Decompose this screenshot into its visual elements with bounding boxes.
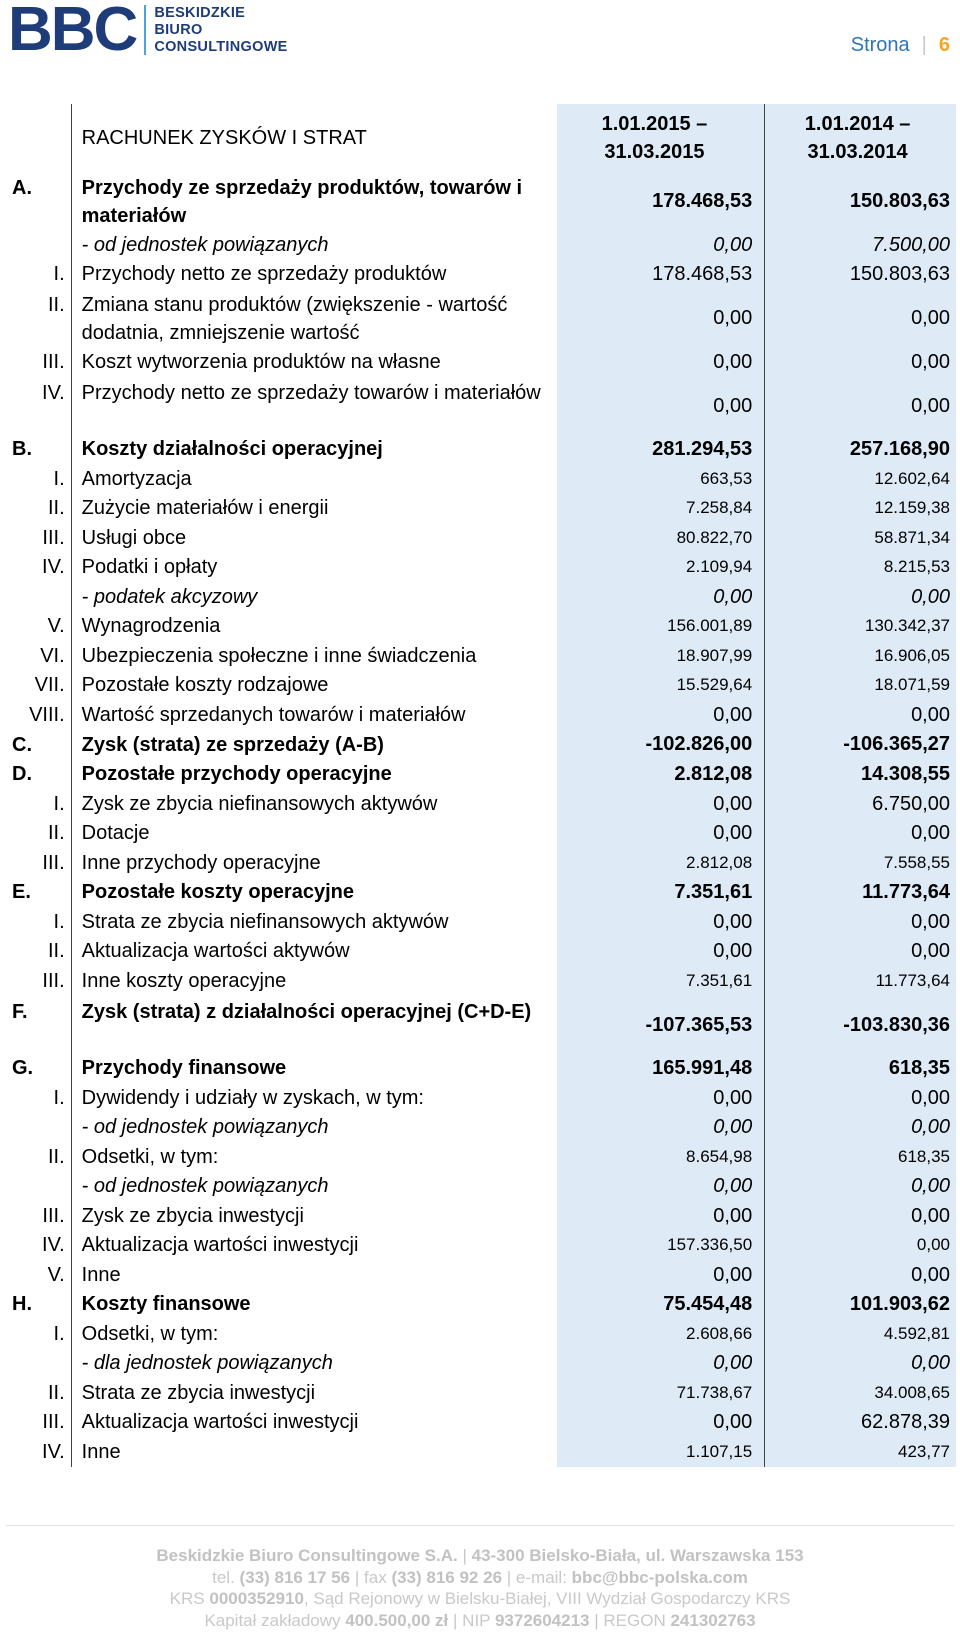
row-value-previous: 618,35 — [765, 1142, 956, 1172]
row-code: I. — [6, 260, 71, 290]
table-row — [6, 1319, 956, 1349]
row-code: IV. — [6, 553, 71, 583]
footer-line-2 — [0, 1567, 960, 1589]
row-value-current: 0,00 — [557, 377, 765, 435]
row-label: Koszty finansowe — [81, 1293, 251, 1316]
row-value-current: 0,00 — [557, 1260, 765, 1290]
row-label: Pozostałe koszty operacyjne — [81, 881, 354, 904]
row-value-current: 0,00 — [557, 819, 765, 849]
footer-sep: | — [506, 1567, 512, 1587]
statement-title: RACHUNEK ZYSKÓW I STRAT — [81, 127, 367, 149]
row-value-previous: 0,00 — [765, 937, 956, 967]
row-value-current: 15.529,64 — [557, 671, 765, 701]
row-value-current: 0,00 — [557, 289, 765, 347]
row-value-previous: 0,00 — [765, 1201, 956, 1231]
row-label: Strata ze zbycia niefinansowych aktywów — [81, 910, 449, 933]
row-label: Zysk (strata) z działalności operacyjnej (C+D-E) — [81, 1000, 532, 1023]
row-label: Pozostałe przychody operacyjne — [81, 763, 392, 786]
footer-regon: 241302763 — [670, 1610, 756, 1630]
row-label: Inne — [81, 1263, 121, 1286]
row-code: B. — [6, 435, 71, 465]
row-value-previous: 14.308,55 — [765, 760, 956, 790]
footer-fax-label: fax — [364, 1567, 387, 1587]
logo-sub-line-3: CONSULTINGOWE — [154, 38, 288, 55]
row-label: - od jednostek powiązanych — [81, 233, 329, 256]
row-label: Podatki i opłaty — [81, 556, 218, 579]
row-label: Zysk ze zbycia inwestycji — [81, 1204, 304, 1227]
row-value-previous: 12.159,38 — [765, 494, 956, 524]
company-logo — [8, 0, 288, 64]
row-value-current: 18.907,99 — [557, 641, 765, 671]
row-value-current: 0,00 — [557, 700, 765, 730]
row-value-previous: 11.773,64 — [765, 966, 956, 996]
table-row — [6, 377, 956, 435]
row-value-previous: 0,00 — [765, 1083, 956, 1113]
row-value-current: 178.468,53 — [557, 260, 765, 290]
row-label: - dla jednostek powiązanych — [81, 1352, 333, 1375]
table-row — [6, 1113, 956, 1143]
row-code: VIII. — [6, 700, 71, 730]
table-row — [6, 1083, 956, 1113]
row-value-previous: 0,00 — [765, 289, 956, 347]
row-value-current: 178.468,53 — [557, 172, 765, 230]
row-value-current: 165.991,48 — [557, 1054, 765, 1084]
period-previous-header — [765, 104, 956, 172]
row-value-previous: -103.830,36 — [765, 996, 956, 1054]
row-label: Pozostałe koszty rodzajowe — [81, 674, 329, 697]
row-code — [6, 582, 71, 612]
table-row — [6, 907, 956, 937]
row-label: Przychody ze sprzedaży produktów, towarów i materiałów — [81, 177, 523, 227]
table-row — [6, 523, 956, 553]
table-row — [6, 848, 956, 878]
row-label: Koszt wytworzenia produktów na własne — [81, 350, 441, 373]
table-row — [6, 937, 956, 967]
row-code: C. — [6, 730, 71, 760]
footer-sep: | — [354, 1567, 360, 1587]
row-code: VI. — [6, 641, 71, 671]
row-value-current: 0,00 — [557, 347, 765, 377]
row-value-previous: 12.602,64 — [765, 464, 956, 494]
table-row — [6, 172, 956, 230]
footer-line-4 — [0, 1610, 960, 1632]
footer-nip-label: NIP — [462, 1610, 491, 1630]
row-label: Odsetki, w tym: — [81, 1322, 219, 1345]
row-value-current: 2.812,08 — [557, 760, 765, 790]
row-value-previous: 150.803,63 — [765, 260, 956, 290]
period-previous-line-2: 31.03.2014 — [807, 141, 908, 163]
period-current-header — [557, 104, 765, 172]
row-code: III. — [6, 1408, 71, 1438]
row-value-current: 7.258,84 — [557, 494, 765, 524]
logo-sub-line-1: BESKIDZKIE — [154, 4, 246, 21]
table-row — [6, 700, 956, 730]
table-row — [6, 1290, 956, 1320]
row-value-current: 0,00 — [557, 1083, 765, 1113]
footer-sep: | — [453, 1610, 458, 1630]
table-row — [6, 1437, 956, 1467]
row-value-previous: 62.878,39 — [765, 1408, 956, 1438]
row-value-current: 0,00 — [557, 937, 765, 967]
table-row — [6, 1172, 956, 1202]
row-code: II. — [6, 1142, 71, 1172]
row-value-previous: 0,00 — [765, 1231, 956, 1261]
row-value-current: 8.654,98 — [557, 1142, 765, 1172]
row-value-current: 0,00 — [557, 1172, 765, 1202]
page-footer — [0, 1545, 960, 1631]
row-code: III. — [6, 347, 71, 377]
row-value-previous: 0,00 — [765, 700, 956, 730]
row-value-previous: 6.750,00 — [765, 789, 956, 819]
table-row — [6, 553, 956, 583]
footer-line-3 — [0, 1588, 960, 1610]
row-value-current: 2.608,66 — [557, 1319, 765, 1349]
table-row — [6, 1231, 956, 1261]
row-value-previous: 0,00 — [765, 347, 956, 377]
row-code: VII. — [6, 671, 71, 701]
row-code: I. — [6, 907, 71, 937]
row-label: Ubezpieczenia społeczne i inne świadczenia — [81, 644, 477, 667]
row-value-current: -102.826,00 — [557, 730, 765, 760]
table-row — [6, 1378, 956, 1408]
row-value-current: 0,00 — [557, 1113, 765, 1143]
row-label: Zmiana stanu produktów (zwiększenie - wartość dodatnia, zmniejszenie wartość — [81, 294, 508, 344]
row-label: Amortyzacja — [81, 467, 192, 490]
row-label: Dywidendy i udziały w zyskach, w tym: — [81, 1086, 424, 1109]
row-value-previous: 0,00 — [765, 1260, 956, 1290]
logo-divider — [144, 5, 146, 55]
row-value-current: 71.738,67 — [557, 1378, 765, 1408]
table-header-row — [6, 104, 956, 172]
row-value-current: 2.109,94 — [557, 553, 765, 583]
row-code: III. — [6, 523, 71, 553]
footer-company: Beskidzkie Biuro Consultingowe S.A. — [156, 1546, 458, 1565]
row-label: Strata ze zbycia inwestycji — [81, 1381, 316, 1404]
row-value-previous: 0,00 — [765, 377, 956, 435]
page-number: 6 — [938, 34, 950, 56]
footer-capital: 400.500,00 zł — [345, 1610, 449, 1630]
row-code: V. — [6, 1260, 71, 1290]
income-statement-table — [6, 104, 956, 1467]
row-label: Aktualizacja wartości aktywów — [81, 940, 350, 963]
header-code-cell — [6, 104, 71, 172]
table-row — [6, 435, 956, 465]
row-value-current: 0,00 — [557, 582, 765, 612]
row-code: III. — [6, 966, 71, 996]
footer-divider — [6, 1525, 954, 1526]
period-current-line-2: 31.03.2015 — [604, 141, 705, 163]
row-code: I. — [6, 1083, 71, 1113]
row-code: II. — [6, 289, 71, 347]
row-label: Usługi obce — [81, 526, 187, 549]
row-value-current: 663,53 — [557, 464, 765, 494]
row-value-previous: -106.365,27 — [765, 730, 956, 760]
table-row — [6, 878, 956, 908]
row-value-current: 2.812,08 — [557, 848, 765, 878]
row-value-previous: 4.592,81 — [765, 1319, 956, 1349]
row-value-previous: 423,77 — [765, 1437, 956, 1467]
row-value-previous: 34.008,65 — [765, 1378, 956, 1408]
row-label: Dotacje — [81, 822, 150, 845]
row-value-previous: 58.871,34 — [765, 523, 956, 553]
row-value-previous: 257.168,90 — [765, 435, 956, 465]
period-current-line-1: 1.01.2015 – — [601, 113, 708, 135]
row-value-current: 7.351,61 — [557, 966, 765, 996]
row-label: Zysk ze zbycia niefinansowych aktywów — [81, 792, 438, 815]
logo-subtitle — [154, 5, 287, 56]
row-code: I. — [6, 789, 71, 819]
row-code: E. — [6, 878, 71, 908]
table-row — [6, 582, 956, 612]
footer-capital-label: Kapitał zakładowy — [204, 1610, 341, 1630]
row-label: Aktualizacja wartości inwestycji — [81, 1234, 359, 1257]
row-label: Wynagrodzenia — [81, 615, 221, 638]
row-value-current: -107.365,53 — [557, 996, 765, 1054]
income-statement-body — [6, 104, 956, 1467]
footer-court: , Sąd Rejonowy w Bielsku-Białej, VIII Wydział Gospodarczy KRS — [303, 1589, 791, 1608]
row-code: A. — [6, 172, 71, 230]
table-row — [6, 494, 956, 524]
row-code: I. — [6, 1319, 71, 1349]
row-code: II. — [6, 937, 71, 967]
row-code: IV. — [6, 377, 71, 435]
row-code: H. — [6, 1290, 71, 1320]
row-value-previous: 0,00 — [765, 1349, 956, 1379]
row-label: Przychody netto ze sprzedaży produktów — [81, 263, 447, 286]
footer-sep: | — [594, 1610, 599, 1630]
row-value-current: 75.454,48 — [557, 1290, 765, 1320]
logo-sub-line-2: BIURO — [154, 21, 203, 38]
row-value-current: 0,00 — [557, 230, 765, 260]
table-row — [6, 1349, 956, 1379]
row-code: IV. — [6, 1231, 71, 1261]
table-row — [6, 347, 956, 377]
footer-fax: (33) 816 92 26 — [391, 1567, 503, 1587]
row-value-previous: 101.903,62 — [765, 1290, 956, 1320]
logo-mark: BBC — [8, 0, 137, 64]
page-label: Strona — [850, 34, 910, 56]
page-separator: | — [921, 34, 927, 56]
row-label: Inne — [81, 1440, 121, 1463]
row-value-previous: 11.773,64 — [765, 878, 956, 908]
row-label: - od jednostek powiązanych — [81, 1175, 329, 1198]
table-row — [6, 996, 956, 1054]
period-previous-line-1: 1.01.2014 – — [804, 113, 911, 135]
row-value-current: 80.822,70 — [557, 523, 765, 553]
row-label: Przychody netto ze sprzedaży towarów i materiałów — [81, 381, 541, 404]
table-row — [6, 671, 956, 701]
footer-email: bbc@bbc-polska.com — [571, 1567, 748, 1587]
row-value-previous: 18.071,59 — [765, 671, 956, 701]
table-row — [6, 1408, 956, 1438]
footer-sep: | — [462, 1546, 467, 1565]
row-code: IV. — [6, 1437, 71, 1467]
row-value-current: 7.351,61 — [557, 878, 765, 908]
footer-tel: (33) 816 17 56 — [239, 1567, 351, 1587]
table-row — [6, 641, 956, 671]
table-row — [6, 464, 956, 494]
row-code: II. — [6, 494, 71, 524]
table-row — [6, 230, 956, 260]
row-code — [6, 1349, 71, 1379]
row-code: F. — [6, 996, 71, 1054]
table-row — [6, 1054, 956, 1084]
row-code: II. — [6, 819, 71, 849]
row-value-previous: 0,00 — [765, 819, 956, 849]
row-value-previous: 7.558,55 — [765, 848, 956, 878]
row-code: V. — [6, 612, 71, 642]
row-value-previous: 7.500,00 — [765, 230, 956, 260]
footer-krs: 0000352910 — [209, 1589, 304, 1608]
row-code: III. — [6, 848, 71, 878]
row-label: Przychody finansowe — [81, 1057, 287, 1080]
table-row — [6, 819, 956, 849]
row-value-current: 0,00 — [557, 1349, 765, 1379]
row-label: - podatek akcyzowy — [81, 585, 258, 608]
footer-regon-label: REGON — [603, 1610, 666, 1630]
row-label: Aktualizacja wartości inwestycji — [81, 1411, 359, 1434]
table-row — [6, 1260, 956, 1290]
table-row — [6, 260, 956, 290]
footer-line-1 — [0, 1545, 960, 1567]
row-value-previous: 150.803,63 — [765, 172, 956, 230]
row-label: Odsetki, w tym: — [81, 1145, 219, 1168]
row-value-current: 1.107,15 — [557, 1437, 765, 1467]
row-code: D. — [6, 760, 71, 790]
row-value-previous: 0,00 — [765, 582, 956, 612]
row-code — [6, 230, 71, 260]
footer-krs-label: KRS — [169, 1589, 205, 1608]
row-value-previous: 130.342,37 — [765, 612, 956, 642]
table-row — [6, 612, 956, 642]
row-value-current: 0,00 — [557, 907, 765, 937]
table-row — [6, 789, 956, 819]
row-label: Koszty działalności operacyjnej — [81, 438, 383, 461]
row-code: III. — [6, 1201, 71, 1231]
row-label: Wartość sprzedanych towarów i materiałów — [81, 703, 466, 726]
row-code: II. — [6, 1378, 71, 1408]
table-row — [6, 966, 956, 996]
row-value-current: 281.294,53 — [557, 435, 765, 465]
row-code — [6, 1172, 71, 1202]
page-indicator — [851, 34, 950, 57]
row-value-previous: 0,00 — [765, 1113, 956, 1143]
footer-email-label: e-mail: — [515, 1567, 567, 1587]
footer-nip: 9372604213 — [494, 1610, 590, 1630]
row-value-previous: 0,00 — [765, 1172, 956, 1202]
row-code: G. — [6, 1054, 71, 1084]
row-value-current: 0,00 — [557, 789, 765, 819]
table-row — [6, 1142, 956, 1172]
row-value-current: 156.001,89 — [557, 612, 765, 642]
row-value-previous: 0,00 — [765, 907, 956, 937]
row-label: Zużycie materiałów i energii — [81, 497, 329, 520]
row-code: I. — [6, 464, 71, 494]
row-code — [6, 1113, 71, 1143]
row-label: Inne koszty operacyjne — [81, 969, 287, 992]
footer-tel-label: tel. — [212, 1567, 235, 1587]
row-value-current: 0,00 — [557, 1408, 765, 1438]
row-label: Zysk (strata) ze sprzedaży (A-B) — [81, 733, 384, 756]
row-label: - od jednostek powiązanych — [81, 1116, 329, 1139]
row-value-previous: 16.906,05 — [765, 641, 956, 671]
row-value-current: 157.336,50 — [557, 1231, 765, 1261]
row-label: Inne przychody operacyjne — [81, 851, 321, 874]
table-row — [6, 289, 956, 347]
table-row — [6, 1201, 956, 1231]
footer-address: 43-300 Bielsko-Biała, ul. Warszawska 153 — [471, 1546, 804, 1565]
table-row — [6, 730, 956, 760]
row-value-current: 0,00 — [557, 1201, 765, 1231]
row-value-previous: 8.215,53 — [765, 553, 956, 583]
table-row — [6, 760, 956, 790]
row-value-previous: 618,35 — [765, 1054, 956, 1084]
